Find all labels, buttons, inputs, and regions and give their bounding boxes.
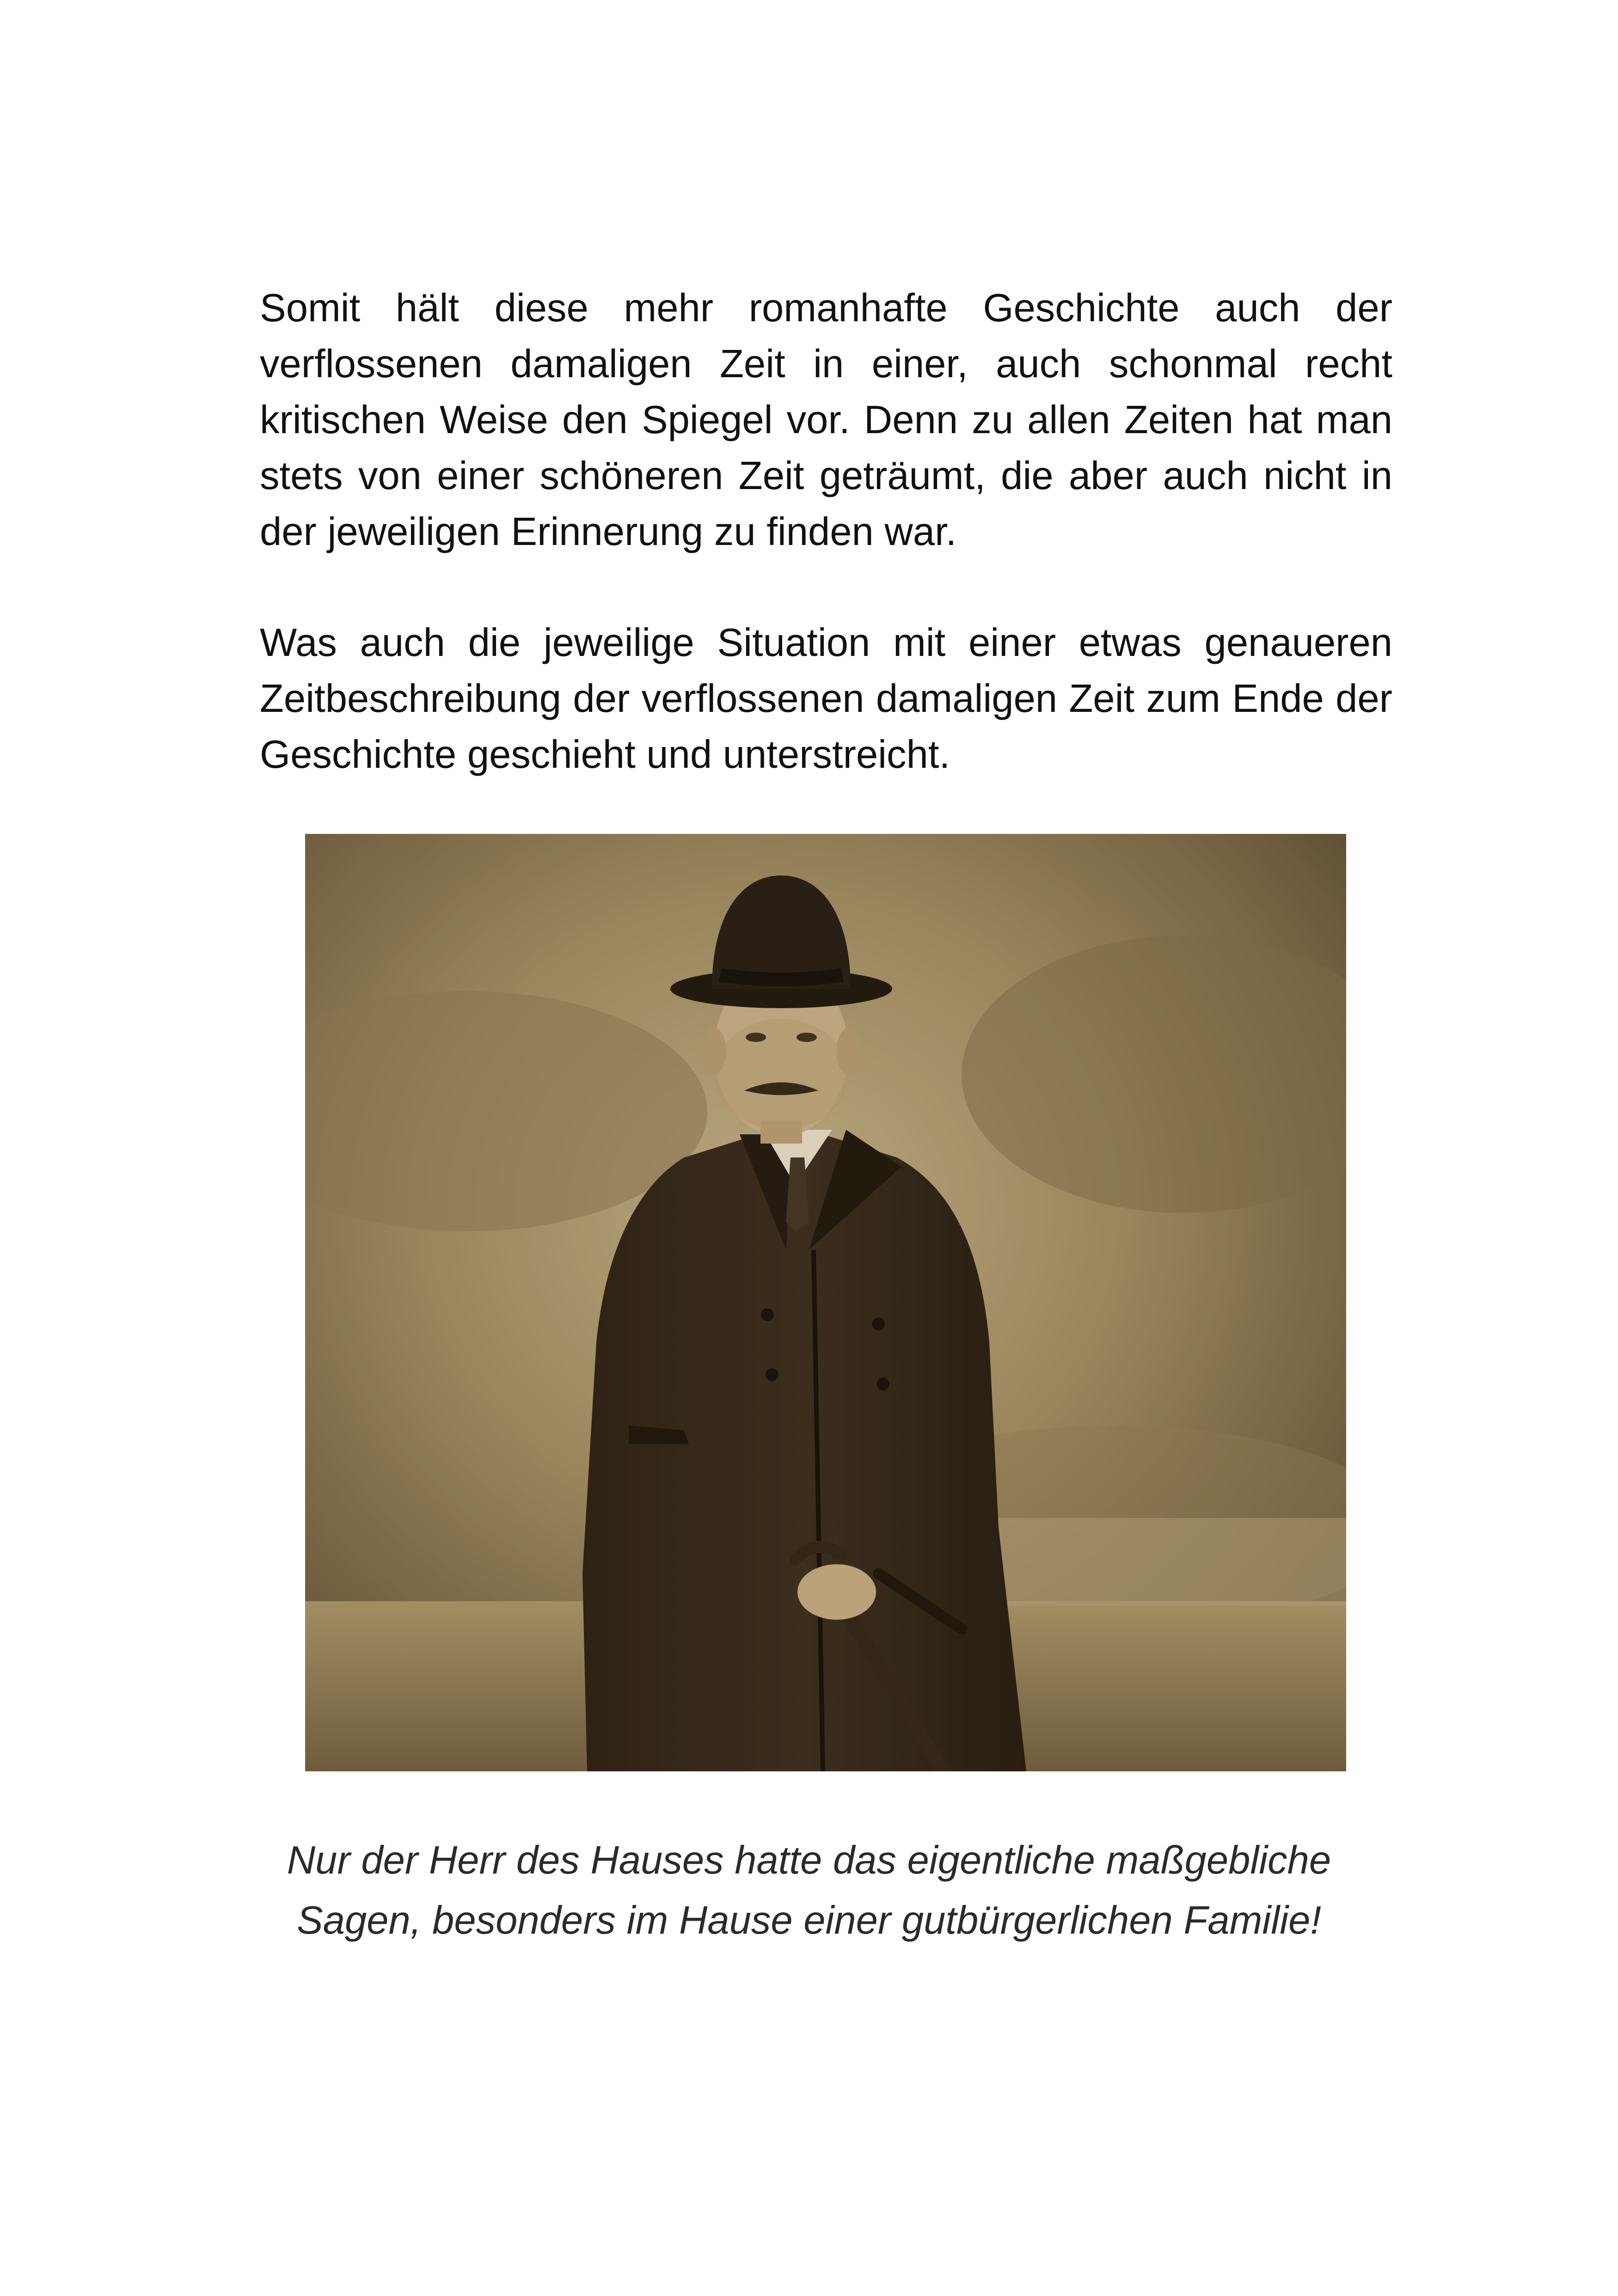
portrait-illustration [305, 834, 1346, 1771]
caption-line-1: Nur der Herr des Hauses hatte das eigentliche maßgebliche [287, 1838, 1331, 1882]
caption-line-2: Sagen, besonders im Hause einer gutbürgerlichen Familie! [297, 1898, 1321, 1942]
sepia-portrait-photo [305, 834, 1346, 1771]
body-paragraph-2: Was auch die jeweilige Situation mit einer etwas genaueren Zeitbeschreibung der verflossenen damaligen Zeit zum Ende der Geschichte geschieht und unterstreicht. [260, 621, 1392, 777]
body-paragraph-1: Somit hält diese mehr romanhafte Geschichte auch der verflossenen damaligen Zeit in einer, auch schonmal recht kritischen Weise den Spiegel vor. Denn zu allen Zeiten hat man stets von einer schöneren Zeit geträumt, die aber auch nicht in der jeweiligen Erinnerung zu finden war. [260, 286, 1392, 554]
photo-caption [194, 1831, 1424, 1951]
